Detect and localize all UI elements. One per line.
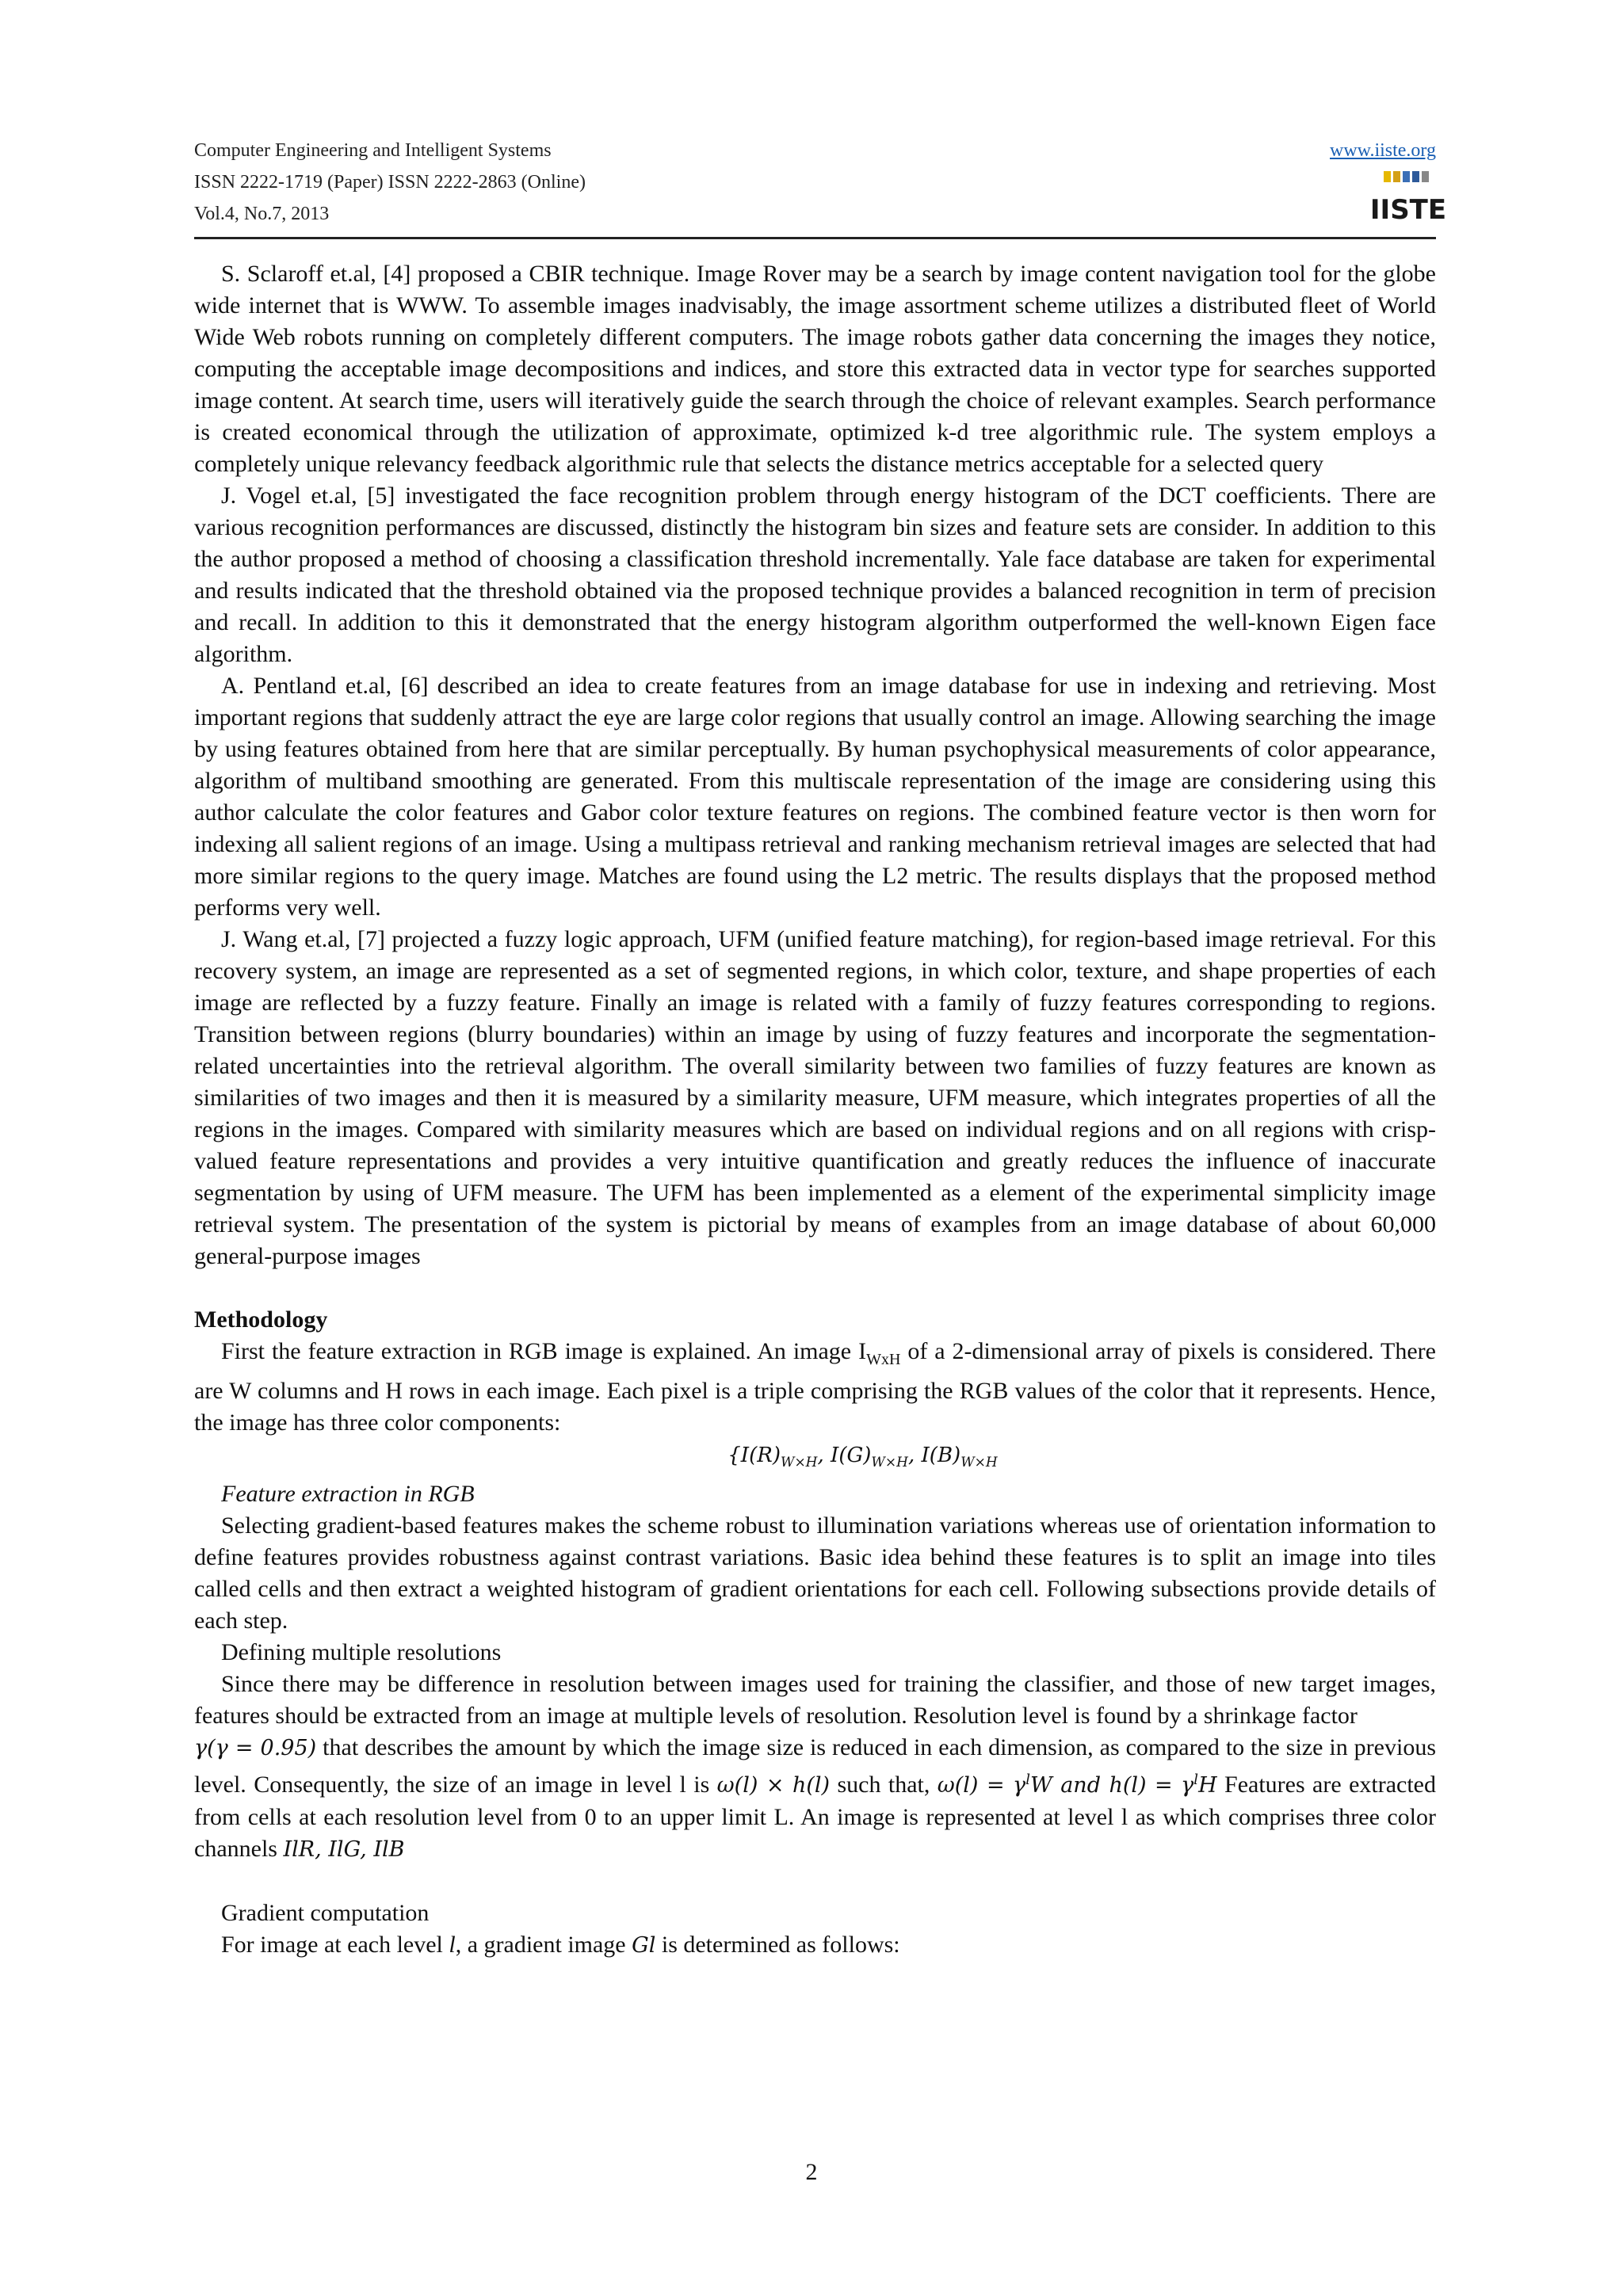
section-gap xyxy=(194,1272,1436,1304)
channels-expression: IlR, IlG, IlB xyxy=(283,1837,405,1863)
intro-text-b: of a 2-dimensional array of pixels is considered. There are W columns and H rows in each image. Each pixel is a triple comprising the RGB values of the color that it represents. Hence, the image has three color components: xyxy=(194,1338,1436,1436)
shrinkage-paragraph xyxy=(194,1732,1436,1866)
feature-extraction-title: Feature extraction in RGB xyxy=(221,1481,475,1508)
website-link[interactable]: www.iiste.org xyxy=(1330,140,1436,161)
journal-header xyxy=(194,135,1447,238)
paragraph-pentland: A. Pentland et.al, [6] described an idea to create features from an image database for use in indexing and retrieving. Most important regions that suddenly attract the eye are large color regions that usually control an image. Allowing searching the image by using features obtained from here that are similar perceptually. By human psychophysical measurements of color appearance, algorithm of multiband smoothing are generated. From this multiscale representation of the image are considering using this author calculate the color features and Gabor color texture features on regions. The combined feature vector is then worn for indexing all salient regions of an image. Using a multipass retrieval and ranking mechanism retrieval images are selected that had more similar regions to the query image. Matches are found using the L2 metric. The results displays that the proposed method performs very well. xyxy=(194,673,1436,921)
intro-text-a: First the feature extraction in RGB image is explained. An image I xyxy=(221,1338,867,1364)
issn-line: ISSN 2222-1719 (Paper) ISSN 2222-2863 (Online) xyxy=(194,172,586,193)
main-text xyxy=(194,258,1436,1962)
logo-text: IISTE xyxy=(1369,194,1447,226)
paragraph-sclaroff: S. Sclaroff et.al, [4] proposed a CBIR technique. Image Rover may be a search by image content navigation tool for the globe wide internet that is WWW. To assemble images inadvisably, the image assortment scheme utilizes a distributed fleet of World Wide Web robots running on completely different computers. The image robots gather data concerning the images they notice, computing the acceptable image decompositions and indices, and store this extracted data in vector type for searches supported image content. At search time, users will iteratively guide the search through the choice of relevant examples. Search performance is created economical through the utilization of approximate, optimized k-d tree algorithmic rule. The system employs a completely unique relevancy feedback algorithmic rule that selects the distance metrics acceptable for a selected query xyxy=(194,261,1436,477)
shrink-text-b: such that, xyxy=(830,1772,938,1798)
paragraph-vogel: J. Vogel et.al, [5] investigated the face recognition problem through energy histogram of the DCT coefficients. There are various recognition performances are discussed, distinctly the histogram bin sizes and feature sets are consider. In addition to this the author proposed a method of choosing a classification threshold incrementally. Yale face database are taken for experimental and results indicated that the threshold obtained via the proposed technique provides a balanced recognition in term of precision and recall. In addition to this it demonstrated that the energy histogram algorithm outperformed the well-known Eigen face algorithm. xyxy=(194,482,1436,667)
intro-subscript: WxH xyxy=(866,1351,901,1368)
omega-expression: $\omega(l) = \gamma^lW$ and $h(l) = \gamma^lH$ xyxy=(937,1772,1217,1798)
rgb-equation: {$I(R)_{W\times H}$, $I(G)_{W\times H}$, $I(B)_{W\times H}$ xyxy=(727,1444,998,1471)
volume-line: Vol.4, No.7, 2013 xyxy=(194,204,330,224)
gradient-computation-title: Gradient computation xyxy=(221,1900,430,1927)
section-gap-2 xyxy=(194,1866,1436,1897)
page-number: 2 xyxy=(805,2159,818,2185)
gradient-computation-text: For image at each level l, a gradient image Gl is determined as follows: xyxy=(221,1932,900,1958)
paragraph-wang: J. Wang et.al, [7] projected a fuzzy logic approach, UFM (unified feature matching), for region-based image retrieval. For this recovery system, an image are represented as a set of segmented regions, in which color, texture, and shape properties of each image are reflected by a fuzzy feature. Finally an image is related with a family of fuzzy features corresponding to regions. Transition between regions (blurry boundaries) within an image by using of fuzzy features and incorporate the segmentation-related uncertainties into the retrieval algorithm. The overall similarity between two families of fuzzy features are known as similarities of two images and then it is measured by a similarity measure, UFM measure, which integrates properties of all the regions in the images. Compared with similarity measures which are based on individual regions and on all regions with crisp-valued feature representations and provides a very intuitive quantification and greatly reduces the influence of inaccurate segmentation by using of UFM measure. The UFM has been implemented as a element of the experimental simplicity image retrieval system. The presentation of the system is pictorial by means of examples from an image database of about 60,000 general-purpose images xyxy=(194,926,1436,1269)
shrink-text-a: that describes the amount by which the image size is reduced in each dimension, as compared to the size in previous level. Consequently, the size of an image in level l is xyxy=(194,1734,1436,1798)
size-expression: ω(l) × h(l) xyxy=(716,1773,831,1798)
multiple-resolutions-text: Since there may be difference in resolution between images used for training the classifier, and those of new target images, features should be extracted from an image at multiple levels of resolution. Resolution level is found by a shrinkage factor xyxy=(194,1671,1436,1730)
multiple-resolutions-title: Defining multiple resolutions xyxy=(221,1639,502,1666)
journal-name: Computer Engineering and Intelligent Systems xyxy=(194,140,552,161)
feature-extraction-text: Selecting gradient-based features makes the scheme robust to illumination variations whereas use of orientation information to define features provides robustness against contrast variations. Basic idea behind these features is to split an image into tiles called cells and then extract a weighted histogram of gradient orientations for each cell. Following subsections provide details of each step. xyxy=(194,1512,1436,1634)
shrink-text-c: Features are extracted from cells at each resolution level from 0 to an upper limit L. An image is represented at level l as which comprises three color channels xyxy=(194,1772,1436,1863)
methodology-heading: Methodology xyxy=(194,1306,328,1333)
gamma-expression: γ(γ = 0.95) xyxy=(194,1736,317,1761)
methodology-intro xyxy=(194,1336,1436,1439)
gradient-symbol: Gl xyxy=(632,1933,656,1958)
header-rule xyxy=(194,237,1436,239)
iiste-logo xyxy=(1369,170,1447,228)
